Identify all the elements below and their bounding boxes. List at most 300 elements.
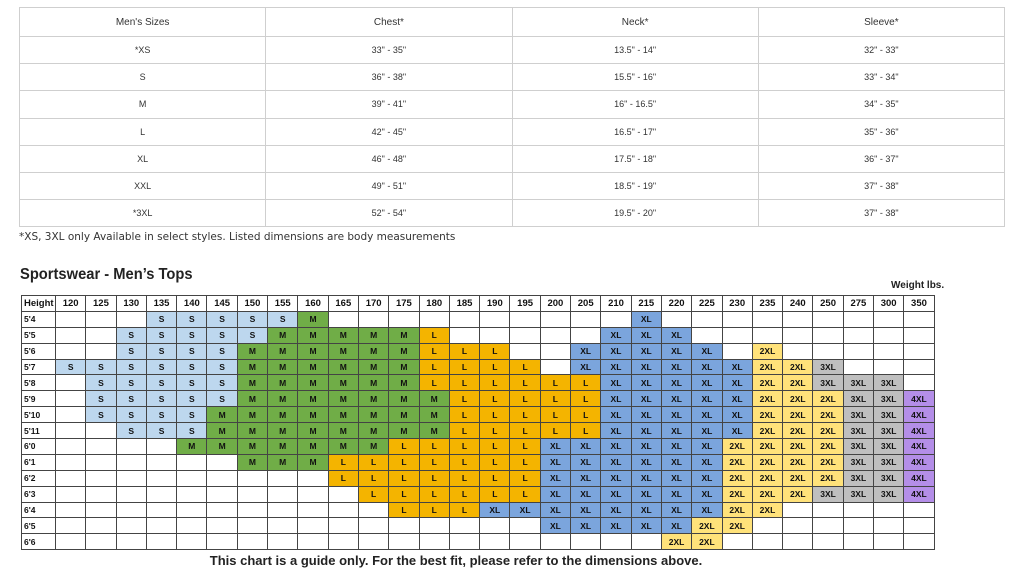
height-row — [22, 375, 935, 391]
weight-header-row — [22, 296, 935, 312]
guide-note: This chart is a guide only. For the best fit, please refer to the dimensions above. — [209, 553, 703, 568]
size-grid-cell — [601, 534, 631, 550]
size-grid-cell: 2XL — [813, 454, 843, 470]
size-grid-cell — [510, 534, 540, 550]
height-row — [22, 391, 935, 407]
size-grid-cell: XL — [692, 486, 722, 502]
weight-header-cell: 235 — [752, 296, 782, 312]
size-grid-cell: 2XL — [783, 439, 813, 455]
size-grid-cell — [56, 439, 86, 455]
size-grid-cell: XL — [571, 518, 601, 534]
size-grid-cell: XL — [692, 470, 722, 486]
size-grid-cell: S — [116, 391, 146, 407]
size-grid-cell: XL — [722, 375, 752, 391]
size-grid-cell: XL — [510, 502, 540, 518]
size-grid-cell: L — [480, 375, 510, 391]
size-grid-cell: XL — [601, 486, 631, 502]
size-grid-cell: M — [328, 375, 358, 391]
size-grid-cell — [237, 470, 267, 486]
size-grid-cell: L — [480, 486, 510, 502]
size-grid-cell: M — [207, 439, 237, 455]
size-grid-cell — [874, 359, 904, 375]
size-grid-cell: L — [419, 375, 449, 391]
size-grid-cell: S — [146, 391, 176, 407]
size-grid-cell: L — [571, 375, 601, 391]
size-grid-cell: XL — [661, 439, 691, 455]
size-grid-cell — [692, 327, 722, 343]
size-grid-cell: 2XL — [722, 502, 752, 518]
size-grid-cell: L — [389, 439, 419, 455]
size-grid-cell: M — [358, 407, 388, 423]
size-grid-cell: M — [389, 375, 419, 391]
size-grid-cell: 4XL — [904, 423, 934, 439]
height-row — [22, 423, 935, 439]
size-grid-cell — [298, 518, 328, 534]
weight-header-cell: 130 — [116, 296, 146, 312]
size-grid-cell: XL — [571, 439, 601, 455]
size-grid-cell: XL — [631, 407, 661, 423]
size-grid-cell: M — [268, 327, 298, 343]
height-row — [22, 407, 935, 423]
size-grid-cell: S — [146, 311, 176, 327]
size-grid-cell — [56, 502, 86, 518]
sleeve-cell: 35" - 36" — [758, 118, 1004, 145]
size-grid-cell — [722, 327, 752, 343]
size-grid-cell: S — [237, 311, 267, 327]
size-grid-cell: L — [510, 439, 540, 455]
size-grid-cell — [237, 518, 267, 534]
size-grid-cell — [146, 534, 176, 550]
weight-header-cell: 240 — [783, 296, 813, 312]
size-grid-cell: 2XL — [722, 470, 752, 486]
weight-header-cell: 150 — [237, 296, 267, 312]
size-grid-cell: XL — [722, 407, 752, 423]
size-grid-cell: M — [237, 423, 267, 439]
size-grid-cell: S — [56, 359, 86, 375]
height-row — [22, 486, 935, 502]
size-grid-cell: M — [298, 407, 328, 423]
size-grid-cell: L — [449, 454, 479, 470]
size-grid-cell: S — [146, 359, 176, 375]
size-grid-cell: L — [540, 407, 570, 423]
size-grid-cell: L — [480, 439, 510, 455]
size-grid-cell: L — [571, 423, 601, 439]
size-grid-cell: S — [146, 327, 176, 343]
height-label: 5'8 — [22, 375, 56, 391]
size-grid-cell: 3XL — [874, 454, 904, 470]
size-grid-cell — [56, 343, 86, 359]
size-grid-cell: M — [419, 407, 449, 423]
size-grid-cell: XL — [692, 407, 722, 423]
size-grid-cell — [480, 311, 510, 327]
size-grid-cell: 2XL — [752, 470, 782, 486]
size-grid-cell: 4XL — [904, 439, 934, 455]
size-grid-cell: XL — [631, 391, 661, 407]
size-grid-cell — [813, 327, 843, 343]
size-cell: M — [20, 91, 266, 118]
size-grid-cell: L — [358, 486, 388, 502]
size-grid-cell — [783, 343, 813, 359]
weight-header-cell: 180 — [419, 296, 449, 312]
size-grid-cell — [56, 375, 86, 391]
size-grid-cell: M — [328, 423, 358, 439]
size-grid-cell: S — [207, 327, 237, 343]
neck-cell: 15.5" - 16" — [512, 64, 758, 91]
size-grid-cell: L — [419, 470, 449, 486]
height-row — [22, 439, 935, 455]
size-grid-cell: 3XL — [843, 470, 873, 486]
size-grid-cell: M — [268, 359, 298, 375]
size-grid-cell: XL — [661, 470, 691, 486]
size-grid-cell: S — [177, 359, 207, 375]
size-grid-cell — [207, 486, 237, 502]
size-grid-cell: 3XL — [874, 407, 904, 423]
size-grid-cell: XL — [631, 502, 661, 518]
chest-cell: 46" - 48" — [266, 145, 512, 172]
size-grid-cell — [904, 327, 934, 343]
size-grid-cell — [237, 502, 267, 518]
size-grid-cell: L — [449, 407, 479, 423]
size-grid-cell: S — [177, 391, 207, 407]
size-grid-cell — [813, 343, 843, 359]
height-label: 5'9 — [22, 391, 56, 407]
size-grid-cell: S — [207, 375, 237, 391]
weight-header-cell: 210 — [601, 296, 631, 312]
weight-header-cell: 300 — [874, 296, 904, 312]
size-grid-cell: 3XL — [874, 423, 904, 439]
size-grid-cell: L — [480, 391, 510, 407]
size-grid-cell — [510, 343, 540, 359]
size-grid-cell: XL — [631, 375, 661, 391]
neck-cell: 19.5" - 20" — [512, 200, 758, 227]
height-row — [22, 518, 935, 534]
size-grid-cell: S — [116, 375, 146, 391]
size-grid-cell: M — [298, 375, 328, 391]
size-grid-cell — [146, 454, 176, 470]
size-grid-cell: L — [510, 454, 540, 470]
size-grid-cell: L — [328, 454, 358, 470]
size-grid-cell: M — [268, 343, 298, 359]
size-grid-cell: 2XL — [813, 470, 843, 486]
size-grid-cell: XL — [571, 454, 601, 470]
weight-header-cell: 120 — [56, 296, 86, 312]
size-grid-cell: XL — [601, 375, 631, 391]
size-grid-cell — [843, 359, 873, 375]
size-grid-cell — [328, 518, 358, 534]
size-grid-cell: M — [298, 343, 328, 359]
size-grid-cell: S — [116, 343, 146, 359]
size-grid-cell: XL — [692, 502, 722, 518]
size-cell: XXL — [20, 172, 266, 199]
chest-cell: 49" - 51" — [266, 172, 512, 199]
size-grid-cell: 2XL — [813, 391, 843, 407]
size-grid-cell: M — [298, 327, 328, 343]
size-grid-cell: L — [540, 375, 570, 391]
size-grid-cell: M — [237, 454, 267, 470]
size-grid-cell: XL — [540, 470, 570, 486]
size-grid-cell: 2XL — [752, 502, 782, 518]
size-grid-cell — [268, 502, 298, 518]
size-grid-cell: L — [480, 423, 510, 439]
size-grid-cell: XL — [661, 454, 691, 470]
size-grid-cell — [843, 311, 873, 327]
size-grid-cell — [843, 343, 873, 359]
size-grid-cell — [510, 311, 540, 327]
size-grid-cell: XL — [722, 391, 752, 407]
sleeve-cell: 33" - 34" — [758, 64, 1004, 91]
size-grid-cell: L — [510, 423, 540, 439]
weight-header-cell: 350 — [904, 296, 934, 312]
size-cell: S — [20, 64, 266, 91]
size-grid-cell: M — [358, 343, 388, 359]
weight-header-cell: 200 — [540, 296, 570, 312]
size-grid-cell: S — [86, 375, 116, 391]
weight-header-cell: 190 — [480, 296, 510, 312]
size-grid-cell — [298, 534, 328, 550]
size-grid-cell — [571, 534, 601, 550]
size-grid-cell — [874, 518, 904, 534]
size-grid-cell: L — [540, 391, 570, 407]
size-grid-cell: XL — [631, 423, 661, 439]
size-grid-cell — [722, 534, 752, 550]
neck-cell: 16" - 16.5" — [512, 91, 758, 118]
height-row — [22, 311, 935, 327]
size-grid-cell — [389, 518, 419, 534]
size-grid-cell — [237, 534, 267, 550]
size-grid-cell: XL — [722, 359, 752, 375]
size-grid-cell: XL — [692, 454, 722, 470]
size-grid-cell — [752, 327, 782, 343]
size-grid-cell: 2XL — [783, 375, 813, 391]
size-grid-cell: 2XL — [722, 486, 752, 502]
size-grid-cell: M — [328, 359, 358, 375]
size-grid-cell: M — [237, 359, 267, 375]
size-grid-cell — [328, 311, 358, 327]
header-sleeve: Sleeve* — [758, 8, 1004, 37]
height-label: 6'3 — [22, 486, 56, 502]
height-row — [22, 359, 935, 375]
size-grid-cell — [783, 534, 813, 550]
size-table-row — [20, 37, 1005, 64]
size-grid-cell: L — [540, 423, 570, 439]
size-grid-cell: 4XL — [904, 486, 934, 502]
size-grid-cell — [904, 311, 934, 327]
size-grid-cell: L — [449, 343, 479, 359]
weight-header-cell: 170 — [358, 296, 388, 312]
size-grid-cell: XL — [692, 359, 722, 375]
size-grid-cell: M — [328, 391, 358, 407]
size-grid-cell: 2XL — [783, 470, 813, 486]
size-grid-cell — [116, 502, 146, 518]
size-grid-cell — [177, 534, 207, 550]
size-grid-cell — [874, 343, 904, 359]
size-grid-cell — [843, 534, 873, 550]
size-grid-cell: M — [389, 343, 419, 359]
size-grid-cell: XL — [480, 502, 510, 518]
height-label: 6'4 — [22, 502, 56, 518]
size-grid-cell — [177, 518, 207, 534]
size-grid-cell — [268, 518, 298, 534]
size-grid-cell: 4XL — [904, 391, 934, 407]
size-grid-cell: S — [116, 359, 146, 375]
size-grid-cell: L — [389, 470, 419, 486]
size-grid-cell: XL — [631, 518, 661, 534]
size-grid-cell: M — [358, 423, 388, 439]
size-grid-cell: XL — [601, 391, 631, 407]
size-grid-cell — [752, 311, 782, 327]
size-grid-cell: XL — [540, 439, 570, 455]
size-grid-cell: 2XL — [722, 439, 752, 455]
weight-header-cell: 250 — [813, 296, 843, 312]
sleeve-cell: 36" - 37" — [758, 145, 1004, 172]
size-grid-cell: XL — [540, 486, 570, 502]
height-row — [22, 502, 935, 518]
size-grid-cell — [177, 486, 207, 502]
weight-header-cell: 230 — [722, 296, 752, 312]
size-grid-cell — [268, 470, 298, 486]
size-grid-cell: XL — [661, 343, 691, 359]
size-grid-cell — [904, 502, 934, 518]
size-grid-cell — [56, 391, 86, 407]
size-chart-body — [22, 296, 935, 550]
size-grid-cell — [874, 311, 904, 327]
size-cell: XL — [20, 145, 266, 172]
size-grid-cell: M — [207, 407, 237, 423]
size-grid-cell: M — [268, 391, 298, 407]
size-grid-cell: S — [146, 423, 176, 439]
weight-header-cell: 175 — [389, 296, 419, 312]
size-grid-cell — [116, 486, 146, 502]
size-grid-cell: XL — [631, 327, 661, 343]
size-grid-cell: 2XL — [752, 359, 782, 375]
weight-header-cell: 135 — [146, 296, 176, 312]
size-grid-cell: L — [449, 375, 479, 391]
size-grid-cell: L — [419, 359, 449, 375]
size-grid-cell — [56, 518, 86, 534]
size-grid-cell: L — [510, 359, 540, 375]
size-grid-cell — [116, 518, 146, 534]
size-grid-cell: 2XL — [783, 454, 813, 470]
size-grid-cell — [146, 470, 176, 486]
weight-header-cell: 195 — [510, 296, 540, 312]
size-grid-cell — [56, 311, 86, 327]
size-grid-cell — [177, 454, 207, 470]
size-grid-cell: XL — [601, 518, 631, 534]
size-grid-cell — [86, 502, 116, 518]
size-grid-cell — [86, 518, 116, 534]
size-grid-cell: S — [86, 407, 116, 423]
size-grid-cell: S — [116, 327, 146, 343]
size-grid-cell: L — [571, 407, 601, 423]
size-grid-cell: L — [449, 423, 479, 439]
size-grid-cell: S — [146, 343, 176, 359]
size-grid-cell: 2XL — [752, 407, 782, 423]
size-grid-cell: XL — [631, 454, 661, 470]
size-grid-cell: M — [268, 439, 298, 455]
size-grid-cell: XL — [571, 359, 601, 375]
size-grid-cell: XL — [661, 407, 691, 423]
size-grid-cell — [480, 327, 510, 343]
header-mens-sizes: Men's Sizes — [20, 8, 266, 37]
size-grid-cell — [207, 518, 237, 534]
size-grid-cell — [722, 311, 752, 327]
height-column-label: Height — [22, 296, 56, 312]
size-grid-cell: M — [389, 327, 419, 343]
size-grid-cell: 4XL — [904, 454, 934, 470]
weight-header-cell: 165 — [328, 296, 358, 312]
size-grid-cell: M — [419, 391, 449, 407]
size-grid-cell: M — [389, 359, 419, 375]
size-grid-cell — [86, 343, 116, 359]
size-grid-cell: XL — [661, 391, 691, 407]
size-grid-cell: L — [358, 470, 388, 486]
size-grid-cell: XL — [631, 359, 661, 375]
size-grid-cell: L — [419, 327, 449, 343]
size-grid-cell: S — [207, 311, 237, 327]
size-cell: *3XL — [20, 200, 266, 227]
header-neck: Neck* — [512, 8, 758, 37]
size-grid-cell: XL — [722, 423, 752, 439]
size-grid-cell: XL — [571, 470, 601, 486]
size-grid-cell — [86, 454, 116, 470]
size-grid-cell: S — [177, 423, 207, 439]
size-grid-cell: XL — [571, 486, 601, 502]
size-grid-cell: L — [419, 343, 449, 359]
size-grid-cell: XL — [661, 502, 691, 518]
size-grid-cell: L — [389, 486, 419, 502]
size-grid-cell: XL — [631, 343, 661, 359]
size-grid-cell: S — [207, 391, 237, 407]
size-grid-cell — [86, 486, 116, 502]
size-table-row — [20, 200, 1005, 227]
size-grid-cell — [146, 486, 176, 502]
height-label: 5'4 — [22, 311, 56, 327]
size-grid-cell — [358, 311, 388, 327]
size-grid-cell: 3XL — [813, 359, 843, 375]
size-grid-cell — [631, 534, 661, 550]
size-grid-cell — [752, 534, 782, 550]
size-grid-cell: XL — [601, 470, 631, 486]
size-grid-cell: L — [449, 486, 479, 502]
height-label: 6'6 — [22, 534, 56, 550]
size-grid-cell — [449, 311, 479, 327]
size-grid-cell: 2XL — [783, 391, 813, 407]
height-label: 5'6 — [22, 343, 56, 359]
size-grid-cell: XL — [692, 391, 722, 407]
size-grid-cell: M — [237, 407, 267, 423]
size-grid-cell: 2XL — [752, 439, 782, 455]
size-grid-cell: 2XL — [752, 423, 782, 439]
size-grid-cell — [540, 311, 570, 327]
size-grid-cell — [904, 534, 934, 550]
size-grid-cell: M — [358, 391, 388, 407]
size-grid-cell: M — [207, 423, 237, 439]
height-label: 6'0 — [22, 439, 56, 455]
size-grid-cell: 2XL — [752, 454, 782, 470]
size-grid-cell: M — [237, 375, 267, 391]
size-grid-cell — [358, 502, 388, 518]
size-grid-cell: XL — [571, 343, 601, 359]
size-grid-cell: XL — [601, 502, 631, 518]
size-grid-cell: 3XL — [843, 391, 873, 407]
size-grid-cell — [783, 327, 813, 343]
size-grid-cell: XL — [601, 343, 631, 359]
size-grid-cell — [389, 311, 419, 327]
size-grid-cell: M — [328, 327, 358, 343]
size-grid-cell — [419, 534, 449, 550]
size-grid-cell: 2XL — [813, 439, 843, 455]
size-grid-cell — [813, 534, 843, 550]
